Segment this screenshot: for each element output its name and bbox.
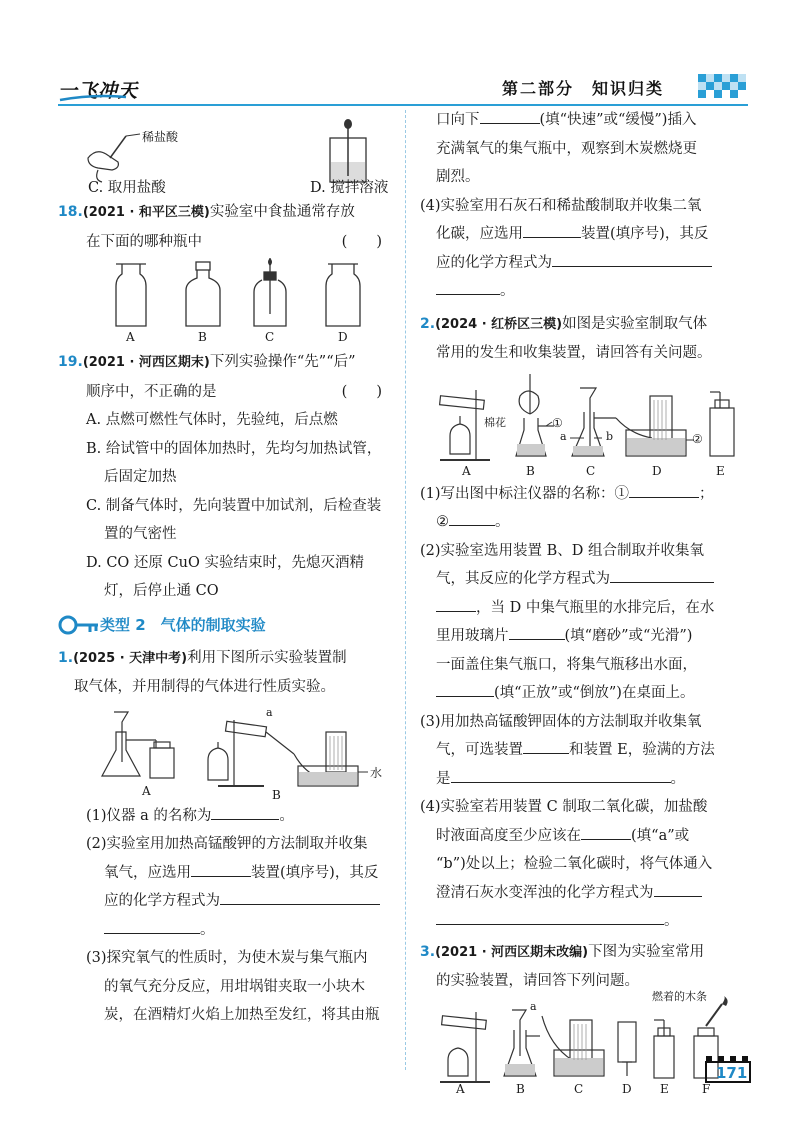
key-icon (58, 612, 100, 638)
label-cotton: 棉花 (484, 415, 506, 429)
question-text: 的实验装置，请回答下列问题。 (436, 973, 639, 989)
q-text: 装置(填序号)，其反 (581, 226, 709, 242)
question-source: (2021 · 和平区三模) (82, 205, 210, 220)
q-text: 装置(填序号)，其反 (251, 864, 379, 881)
problem-1 (58, 644, 394, 1030)
label-apparatus-d: D (652, 463, 662, 478)
label-apparatus-b: B (272, 787, 281, 802)
option-a: A. 点燃可燃性气体时，先验纯，后点燃 (86, 412, 338, 428)
q-text: ； (699, 485, 714, 502)
question-text: 顺序中，不正确的是 (86, 383, 217, 400)
q-text: 应的化学方程式为 (436, 254, 552, 271)
label-apparatus-a: A (142, 783, 151, 798)
question-18 (58, 198, 394, 348)
bottle-label-b: B (198, 330, 207, 344)
q-text: (2)实验室用加热高锰酸钾的方法制取并收集 (86, 836, 368, 852)
q-text: (填“快速”或“缓慢”)插入 (539, 112, 697, 128)
question-text: 如图是实验室制取气体 (562, 315, 708, 332)
section-label: 类型 2 气体的制取实验 (100, 615, 266, 634)
q-text: ② (436, 514, 449, 530)
q-text: 气，其反应的化学方程式为 (436, 571, 610, 587)
answer-blank[interactable] (436, 911, 664, 925)
question-text: 在下面的哪种瓶中 (86, 233, 202, 250)
q-text: (3)用加热高锰酸钾固体的方法制取并收集氧 (420, 713, 702, 730)
answer-blank[interactable] (220, 891, 380, 905)
problem-3 (420, 938, 750, 1096)
q-text: ，当 D 中集气瓶里的水排完后，在水 (476, 599, 715, 616)
option-c-cont: 置的气密性 (104, 526, 177, 542)
q-text: 。 (664, 913, 679, 929)
label-level-b: b (606, 429, 614, 443)
answer-blank[interactable] (552, 253, 712, 267)
q-text: (1)写出图中标注仪器的名称：① (420, 485, 630, 502)
answer-blank[interactable] (436, 598, 476, 612)
q-text: 气，可选装置 (436, 742, 523, 758)
question-text: 取气体，并用制得的气体进行性质实验。 (74, 679, 335, 695)
q-text: (填“磨砂”或“光滑”) (564, 628, 693, 644)
q-text: 口向下 (436, 112, 480, 128)
option-d-cont: 灯，后停止通 CO (104, 583, 219, 599)
section-header: 第二部分 知识归类 (502, 79, 665, 98)
question-number: 2. (420, 315, 436, 332)
apparatus-figure-abcde (420, 368, 750, 480)
apparatus-figure-ab (58, 702, 394, 802)
answer-blank[interactable] (581, 826, 631, 840)
label-a: a (530, 999, 537, 1013)
label-water: 水 (370, 765, 383, 780)
answer-blank[interactable] (629, 484, 699, 498)
label-apparatus-c: C (586, 463, 596, 478)
label-apparatus-d: D (622, 1081, 632, 1096)
answer-blank[interactable] (191, 863, 251, 877)
section-type2-header (58, 610, 394, 642)
question-number: 3. (420, 943, 436, 960)
label-apparatus-e: E (660, 1081, 669, 1096)
apparatus-figure-abcdef (420, 989, 750, 1096)
label-circle-1: ① (552, 415, 563, 430)
q-text: 。 (200, 921, 215, 938)
label-circle-2: ② (692, 431, 703, 446)
question-text: 实验室中食盐通常存放 (209, 204, 355, 220)
q-text: 炭，在酒精灯火焰上加热至发红，将其由瓶 (104, 1007, 380, 1023)
answer-blank[interactable] (104, 920, 200, 934)
label-apparatus-c: C (574, 1081, 584, 1096)
problem-1-continued (420, 106, 750, 306)
q-text: 化碳，应选用 (436, 226, 523, 242)
q-text: 应的化学方程式为 (104, 893, 220, 909)
question-number: 18. (58, 204, 83, 220)
option-c: C. 制备气体时，先向装置中加试剂，后检查装 (86, 497, 382, 514)
q-text: (填“正放”或“倒放”)在桌面上。 (494, 685, 695, 701)
option-b-cont: 后固定加热 (104, 469, 177, 485)
q-text: (2)实验室选用装置 B、D 组合制取并收集氧 (420, 542, 705, 559)
question-text: 下列实验操作“先”“后” (209, 354, 356, 370)
question-text: 利用下图所示实验装置制 (187, 649, 347, 666)
answer-blank[interactable] (654, 883, 702, 897)
q-text: (3)探究氧气的性质时，为使木炭与集气瓶内 (86, 950, 368, 966)
answer-blank[interactable] (523, 740, 569, 754)
q-text: 充满氧气的集气瓶中，观察到木炭燃烧更 (436, 140, 697, 157)
checker-decoration-icon (696, 72, 748, 102)
question-source: (2025 · 天津中考) (73, 650, 188, 666)
label-apparatus-f: F (702, 1081, 711, 1096)
label-apparatus-b: B (516, 1081, 525, 1096)
answer-blank[interactable] (436, 683, 494, 697)
right-column (420, 106, 750, 1096)
q-text: 。 (495, 514, 510, 530)
q-text: 时液面高度至少应该在 (436, 827, 581, 844)
answer-parentheses: ( ) (341, 383, 382, 400)
question-text: 下图为实验室常用 (588, 943, 705, 960)
option-d-label: D. 搅拌溶液 (310, 180, 389, 196)
answer-blank[interactable] (436, 281, 500, 295)
answer-blank[interactable] (610, 569, 714, 583)
label-a: a (266, 705, 273, 719)
question-source: (2021 · 河西区期末改编) (435, 944, 589, 960)
answer-blank[interactable] (523, 224, 581, 238)
q-text: (填“a”或 (631, 827, 690, 844)
option-b: B. 给试管中的固体加热时，先均匀加热试管， (86, 440, 382, 457)
label-apparatus-a: A (462, 463, 471, 478)
figure-options-cd (58, 118, 394, 198)
q-text: 。 (670, 770, 685, 787)
label-apparatus-a: A (456, 1081, 465, 1096)
question-source: (2024 · 红桥区三模) (435, 316, 563, 332)
question-19 (58, 348, 394, 606)
bottle-label-d: D (338, 330, 348, 344)
q-text: 的氧气充分反应，用坩埚钳夹取一小块木 (104, 978, 365, 995)
q-text: 和装置 E，验满的方法 (569, 742, 715, 758)
question-text: 常用的发生和收集装置，请回答有关问题。 (436, 345, 712, 361)
label-apparatus-b: B (526, 463, 535, 478)
bottles-figure (58, 256, 394, 348)
q-text: 澄清石灰水变浑浊的化学方程式为 (436, 884, 654, 901)
question-number: 19. (58, 354, 83, 370)
q-text: 。 (279, 807, 294, 824)
brand-swoosh-icon (58, 94, 128, 102)
brand-title: 一飞冲天 (58, 80, 139, 102)
q-text: (4)实验室若用装置 C 制取二氧化碳，加盐酸 (420, 799, 708, 815)
option-d: D. CO 还原 CuO 实验结束时，先熄灭酒精 (86, 554, 364, 571)
column-divider (405, 110, 406, 1070)
hcl-label: 稀盐酸 (142, 130, 179, 144)
q-text: 一面盖住集气瓶口，将集气瓶移出水面， (436, 656, 697, 673)
answer-blank[interactable] (451, 769, 671, 783)
q-text: 是 (436, 770, 451, 787)
page-number: 171 (716, 1064, 748, 1082)
answer-blank[interactable] (449, 512, 495, 526)
bottle-label-a: A (126, 330, 135, 344)
q-text: 。 (500, 283, 515, 299)
q-text: (4)实验室用石灰石和稀盐酸制取并收集二氧 (420, 197, 702, 214)
q-text: 剧烈。 (436, 169, 480, 185)
label-burning-stick: 燃着的木条 (652, 989, 707, 1003)
answer-blank[interactable] (480, 110, 540, 124)
question-number: 1. (58, 649, 74, 666)
q-text: 里用玻璃片 (436, 628, 509, 644)
problem-2 (420, 310, 750, 936)
q-text: 氧气，应选用 (104, 864, 191, 881)
answer-blank[interactable] (509, 626, 565, 640)
question-source: (2021 · 河西区期末) (82, 355, 210, 370)
label-level-a: a (560, 429, 567, 443)
bottle-label-c: C (265, 330, 275, 344)
apparatus-ab-sketch (58, 702, 394, 802)
label-apparatus-e: E (716, 463, 725, 478)
left-column (58, 118, 394, 1030)
apparatus-abcdef-sketch (420, 996, 750, 1096)
answer-parentheses: ( ) (341, 233, 382, 250)
answer-blank[interactable] (211, 806, 279, 820)
option-c-label: C. 取用盐酸 (88, 180, 166, 196)
q-text: (1)仪器 a 的名称为 (86, 807, 212, 824)
q-text: “b”)处以上；检验二氧化碳时，将气体通入 (436, 856, 713, 872)
